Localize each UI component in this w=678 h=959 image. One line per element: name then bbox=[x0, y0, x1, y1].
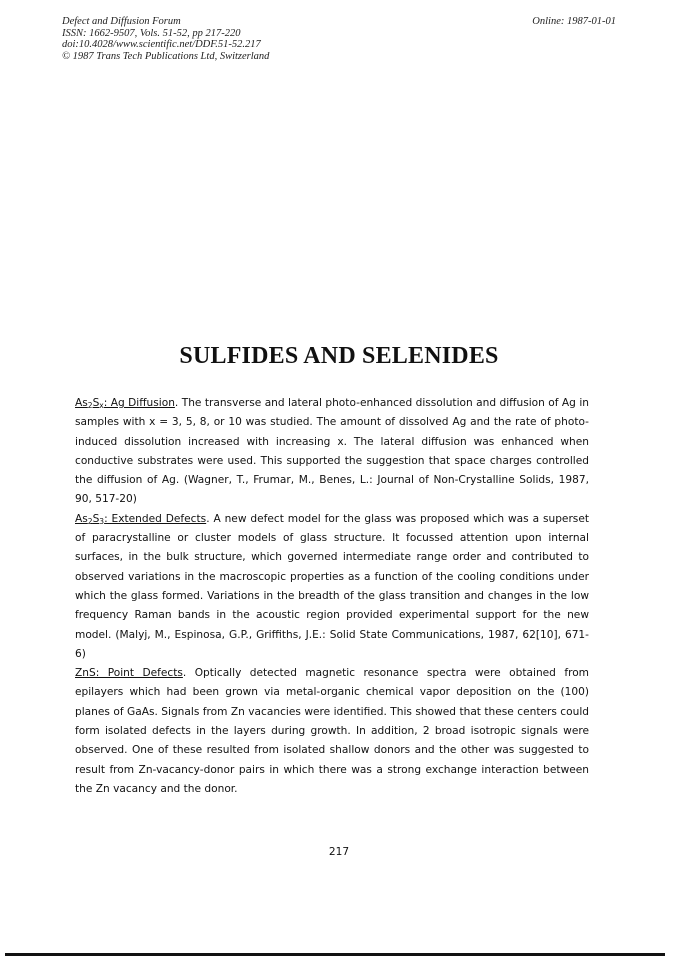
page-header bbox=[62, 16, 616, 62]
entry-as2sx-ag-diffusion bbox=[75, 394, 589, 510]
page-number: 217 bbox=[328, 846, 350, 858]
entry-text: . Optically detected magnetic resonance spectra were obtained from epilayers which had been grown via metal-organic chemical vapor deposition on the (100) planes of GaAs. Signals from Zn vacancies were identified. This showed that these centers could form isolated defects in the layers during growth. In addition, 2 broad isotropic signals were observed. One of these resulted from isolated shallow donors and the other was suggested to result from Zn-vacancy-donor pairs in which there was a strong exchange interaction between the Zn vacancy and the donor. bbox=[75, 667, 589, 795]
entry-topic: ZnS: Point Defects bbox=[75, 667, 183, 680]
doi-line: doi:10.4028/www.scientific.net/DDF.51-52.217 bbox=[62, 39, 261, 50]
article-body bbox=[75, 394, 589, 799]
entry-zns-point-defects bbox=[75, 664, 589, 799]
entry-as2s3-extended-defects bbox=[75, 510, 589, 664]
online-date: Online: 1987-01-01 bbox=[532, 16, 616, 27]
entry-text: . A new defect model for the glass was proposed which was a superset of paracrystalline or cluster models of glass structure. It focussed attention upon internal surfaces, in the bulk structure, which governed intermediate range order and contributed to observed variations in the macroscopic properties as a function of the cooling conditions under which the glass formed. Variations in the breadth of the glass transition and changes in the low frequency Raman bands in the acoustic region provided experimental support for the new model. (Malyj, M., Espinosa, G.P., Griffiths, J.E.: Solid State Communications, 1987, 62[10], 671-6) bbox=[75, 512, 589, 660]
entry-topic: $As_2S_3$: Extended Defects bbox=[75, 512, 207, 526]
bottom-rule bbox=[5, 953, 665, 956]
issn-line: ISSN: 1662-9507, Vols. 51-52, pp 217-220 bbox=[62, 27, 241, 39]
copyright-line: © 1987 Trans Tech Publications Ltd, Switzerland bbox=[62, 50, 270, 62]
entry-text: . The transverse and lateral photo-enhanced dissolution and diffusion of Ag in samples with x = 3, 5, 8, or 10 was studied. The amount of dissolved Ag and the rate of photo-induced dissolution increased with increasing x. The lateral diffusion was enhanced when conductive substrates were used. This supported the suggestion that space charges controlled the diffusion of Ag. (Wagner, T., Frumar, M., Benes, L.: Journal of Non-Crystalline Solids, 1987, 90, 517-20) bbox=[75, 397, 589, 506]
page-title: SULFIDES AND SELENIDES bbox=[179, 343, 499, 369]
entry-topic: $As_2S_x$: Ag Diffusion bbox=[75, 397, 175, 410]
journal-name: Defect and Diffusion Forum bbox=[62, 16, 181, 27]
